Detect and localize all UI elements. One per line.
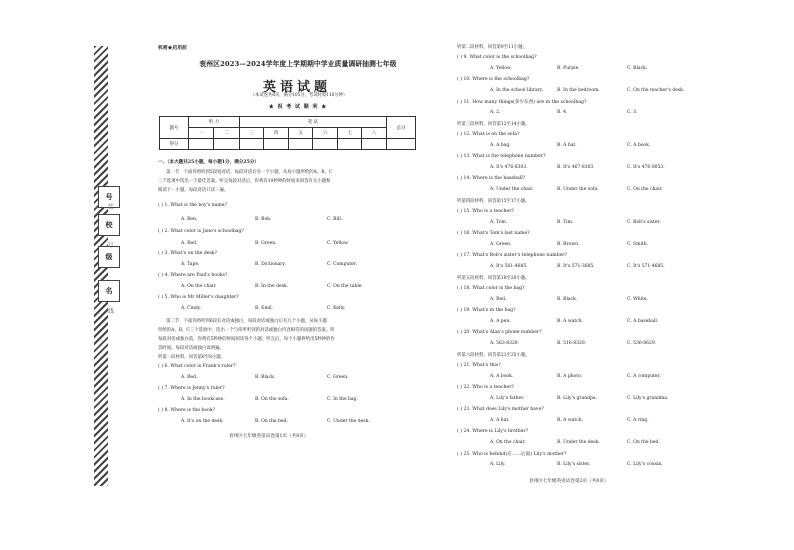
question-option: B. Emil. [255, 306, 274, 311]
question-option: B. A watch. [557, 418, 584, 423]
exam-note: （本试卷共8页，满分105分，考试时间110分钟） [250, 93, 348, 98]
question-15: ( ) 15. Who is a teacher? [457, 209, 514, 214]
question-option: A. A bag. [490, 143, 511, 148]
question-14: ( ) 14. Where is the baseball? [457, 176, 526, 181]
question-option: B. Bob. [255, 217, 272, 222]
question-option: C. On the teacher's desk. [627, 88, 685, 93]
question-25: ( ) 25. Who is behind(在……后面) Lily's mother? [457, 452, 567, 457]
question-1: ( ) 1. What is the boy's name? [158, 203, 227, 208]
exam-title: 衮州区2023—2024学年度上学期期中学业质量调研抽测七年级 [199, 60, 397, 68]
question-9: ( ) 9. What color is the schoolbag? [457, 55, 537, 60]
score-column: 五 [288, 128, 313, 139]
question-option: A. A pen. [490, 319, 511, 324]
score-cell [337, 139, 362, 150]
question-24: ( ) 24. Where is Lily's brother? [457, 429, 529, 434]
question-option: C. On the table. [327, 284, 363, 289]
question-option: B. A photo. [557, 374, 583, 379]
question-10: ( ) 10. Where is the schoolbag? [457, 77, 530, 82]
question-16: ( ) 16. What's Tom's last name? [457, 231, 530, 236]
question-option: B. In the bedroom. [557, 88, 600, 93]
question-option: A. Under the chair. [490, 187, 534, 192]
question-option: B. A watch. [557, 319, 584, 324]
question-option: B. Black. [557, 297, 578, 302]
question-option: C. Kelly. [327, 306, 346, 311]
question-option: C. Yellow. [327, 241, 349, 246]
question-option: A. Lily. [490, 462, 506, 467]
score-cell [239, 139, 264, 150]
written-header: 笔 试 [239, 117, 386, 128]
score-cell [288, 139, 313, 150]
question-5: ( ) 5. Who is Mr Miller's daughter? [158, 295, 239, 300]
question-option: B. On the bed. [255, 419, 288, 424]
question-option: B. Under the desk. [557, 440, 600, 445]
question-3: ( ) 3. What's on the desk? [158, 251, 218, 256]
score-label: 题号 [160, 117, 189, 139]
question-option: A. Green. [490, 242, 512, 247]
score-column: 二 [214, 128, 239, 139]
question-option: A. It's 476-8303. [490, 165, 528, 170]
question-option: C. Bob's sister. [627, 220, 661, 225]
part-two-instruction: 所给的A、B、C三个选项中，选出一个与你所听到的对话或独白内容相符的问题的答案。听 [158, 328, 335, 333]
listening-lead-6: 听第六段材料，回答第21至25小题。 [457, 353, 530, 358]
score-column: 一 [189, 128, 214, 139]
exam-sheet [90, 38, 736, 518]
score-cell [214, 139, 239, 150]
question-21: ( ) 21. What's this? [457, 363, 501, 368]
listening-lead-3: 听第三段材料，回答第12至14小题。 [457, 122, 530, 127]
score-blank-row [160, 139, 416, 150]
listening-header: 听 力 [189, 117, 240, 128]
question-13: ( ) 13. What is the telephone number? [457, 154, 546, 159]
score-number-row [160, 128, 416, 139]
score-column: 八 [362, 128, 387, 139]
score-cell [264, 139, 289, 150]
page-1-footer: 衮州区七年级英语试卷第1页（共8页） [229, 434, 309, 439]
question-option: B. 4. [557, 110, 568, 115]
score-cell [362, 139, 387, 150]
question-6: ( ) 6. What color is Frank's ruler? [158, 364, 236, 369]
question-option: A. On the chair. [490, 440, 526, 445]
question-option: B. It's 571-3685. [557, 264, 595, 269]
question-option: C. Under the desk. [327, 419, 370, 424]
score-column: 四 [264, 128, 289, 139]
confidential-note: 机密★启用前 [158, 45, 187, 51]
question-7: ( ) 7. Where is Jenny's ruler? [158, 386, 225, 391]
question-option: B. Green. [255, 241, 277, 246]
listening-lead-5: 听第五段材料，回答第18至20小题。 [457, 276, 530, 281]
score-table [159, 116, 416, 150]
score-column: 三 [239, 128, 264, 139]
listening-lead-4: 听第四段材料，回答第15至17小题。 [457, 199, 530, 204]
part-one-instruction: 三个选项中选出一个最佳答案。听完每段对话后，你将有10秒钟的时间来回答有关小题和 [158, 179, 331, 184]
binding-word-zhuang: 装 [108, 204, 115, 211]
question-option: A. 2. [490, 110, 501, 115]
question-option: B. 516-8329. [557, 341, 587, 346]
part-one-instruction: 第一节 下面你将听到5段短对话，每段对话后有一个小题，从每小题所给的A、B、C [166, 170, 333, 175]
question-option: C. Computer. [327, 262, 357, 267]
question-19: ( ) 19. What's in the bag? [457, 308, 516, 313]
question-option: C. On the chair. [627, 187, 663, 192]
question-option: A. Cindy. [181, 306, 202, 311]
question-option: B. Lily's grandpa. [557, 396, 598, 401]
score-cell [387, 139, 416, 150]
question-option: B. Lily's sister. [557, 462, 591, 467]
good-luck-text: ★ 祝 考 试 顺 利 ★ [268, 104, 328, 110]
question-22: ( ) 22. Who is a teacher? [457, 385, 514, 390]
question-option: A. Red. [181, 375, 198, 380]
question-option: B. Dictionary. [255, 262, 286, 267]
question-option: C. A book. [627, 143, 651, 148]
score-cell [313, 139, 338, 150]
binding-label-school: 校 [98, 214, 120, 236]
page-2-footer: 衮州区七年级英语试卷第2页（共8页） [529, 479, 609, 484]
score-column: 七 [337, 128, 362, 139]
listening-lead-2: 听第二段材料，回答第9至11小题。 [457, 45, 527, 50]
question-4: ( ) 4. Where are Paul's books? [158, 273, 228, 278]
question-option: A. It's 561-4685. [490, 264, 528, 269]
score-header-row [160, 117, 416, 128]
part-two-instruction: 每段对话或独白前，你将有5秒钟的时间阅读各个小题；听完后，每个小题将给出5秒钟的作 [158, 337, 335, 342]
question-18: ( ) 18. What color is the bag? [457, 286, 525, 291]
binding-word-xian: 线 [108, 308, 115, 315]
part-one-instruction: 阅读下一小题。每段对话只读一遍。 [158, 188, 229, 193]
score-cell [189, 139, 214, 150]
question-option: B. Black. [255, 375, 276, 380]
question-option: B. Under the sofa. [557, 187, 599, 192]
question-option: A. Lily's father. [490, 396, 525, 401]
binding-label-number: 号 [98, 186, 120, 208]
question-option: C. It's 571-4685. [627, 264, 665, 269]
question-8: ( ) 8. Where is the book? [158, 408, 216, 413]
question-option: A. In the school library. [490, 88, 544, 93]
subject-title: 英语试题 [262, 80, 331, 95]
question-2: ( ) 2. What color is Jane's schoolbag? [158, 229, 244, 234]
score-column: 六 [313, 128, 338, 139]
question-option: A. On the chair. [181, 284, 217, 289]
question-option: C. Lily's cousin. [627, 462, 663, 467]
question-option: C. Lily's grandma. [627, 396, 669, 401]
question-option: B. In the desk. [255, 284, 289, 289]
total-header: 总分 [387, 117, 416, 139]
question-option: A. Yellow. [490, 66, 512, 71]
question-option: C. On the bed. [627, 440, 660, 445]
part-two-instruction: 听第一段材料，回答第6至8小题。 [158, 355, 226, 360]
binding-word-ding: 订 [108, 242, 115, 249]
question-option: A. It's on the desk. [181, 419, 224, 424]
binding-label-class: 级 [98, 246, 120, 268]
question-option: A. Red. [490, 297, 507, 302]
question-11: ( ) 11. How many things(多少东西) are in the schoolbag? [457, 100, 587, 105]
question-12: ( ) 12. What is on the sofa? [457, 132, 520, 137]
binding-label-name: 名 [98, 280, 120, 302]
question-option: C. Black. [627, 66, 648, 71]
question-23: ( ) 23. What does Lily's mother have? [457, 407, 544, 412]
question-option: C. A ring. [627, 418, 649, 423]
question-option: B. Tim. [557, 220, 574, 225]
question-option: A. Red. [181, 241, 198, 246]
question-option: C. A baseball. [627, 319, 659, 324]
question-option: B. On the sofa. [255, 397, 289, 402]
question-option: A. 563-8329. [490, 341, 520, 346]
score-row-label: 得分 [160, 139, 189, 150]
section-one-heading: 一、（本大题共25小题，每小题1分，满分25分） [158, 160, 259, 165]
question-option: A. Ben. [181, 217, 198, 222]
question-option: B. Brown. [557, 242, 580, 247]
question-option: C. 536-8629. [627, 341, 657, 346]
question-option: A. Tom. [490, 220, 508, 225]
question-option: A. A hat. [490, 418, 510, 423]
question-option: C. White. [627, 297, 649, 302]
question-option: A. A book. [490, 374, 514, 379]
question-option: C. 3. [627, 110, 638, 115]
question-option: A. Tape. [181, 262, 200, 267]
question-option: B. It's 467-8303. [557, 165, 595, 170]
question-option: C. Green. [327, 375, 349, 380]
question-20: ( ) 20. What's Alan's phone number? [457, 330, 542, 335]
question-option: C. A computer. [627, 374, 661, 379]
question-option: B. Purple. [557, 66, 580, 71]
question-option: C. Smith. [627, 242, 649, 247]
question-option: C. It's 476-8053. [627, 165, 665, 170]
question-option: C. In the bag. [327, 397, 358, 402]
question-option: A. In the bookcase. [181, 397, 225, 402]
question-17: ( ) 17. What's Bob's sister's telephone number? [457, 253, 567, 258]
question-option: C. Bill. [327, 217, 343, 222]
part-two-instruction: 第二节 下面你将听到6段长对话或独白，每段对话或独白后有几个小题，从每小题 [166, 319, 327, 324]
part-two-instruction: 答时间。每段对话或独白读两遍。 [158, 346, 224, 351]
question-option: B. A hat. [557, 143, 577, 148]
